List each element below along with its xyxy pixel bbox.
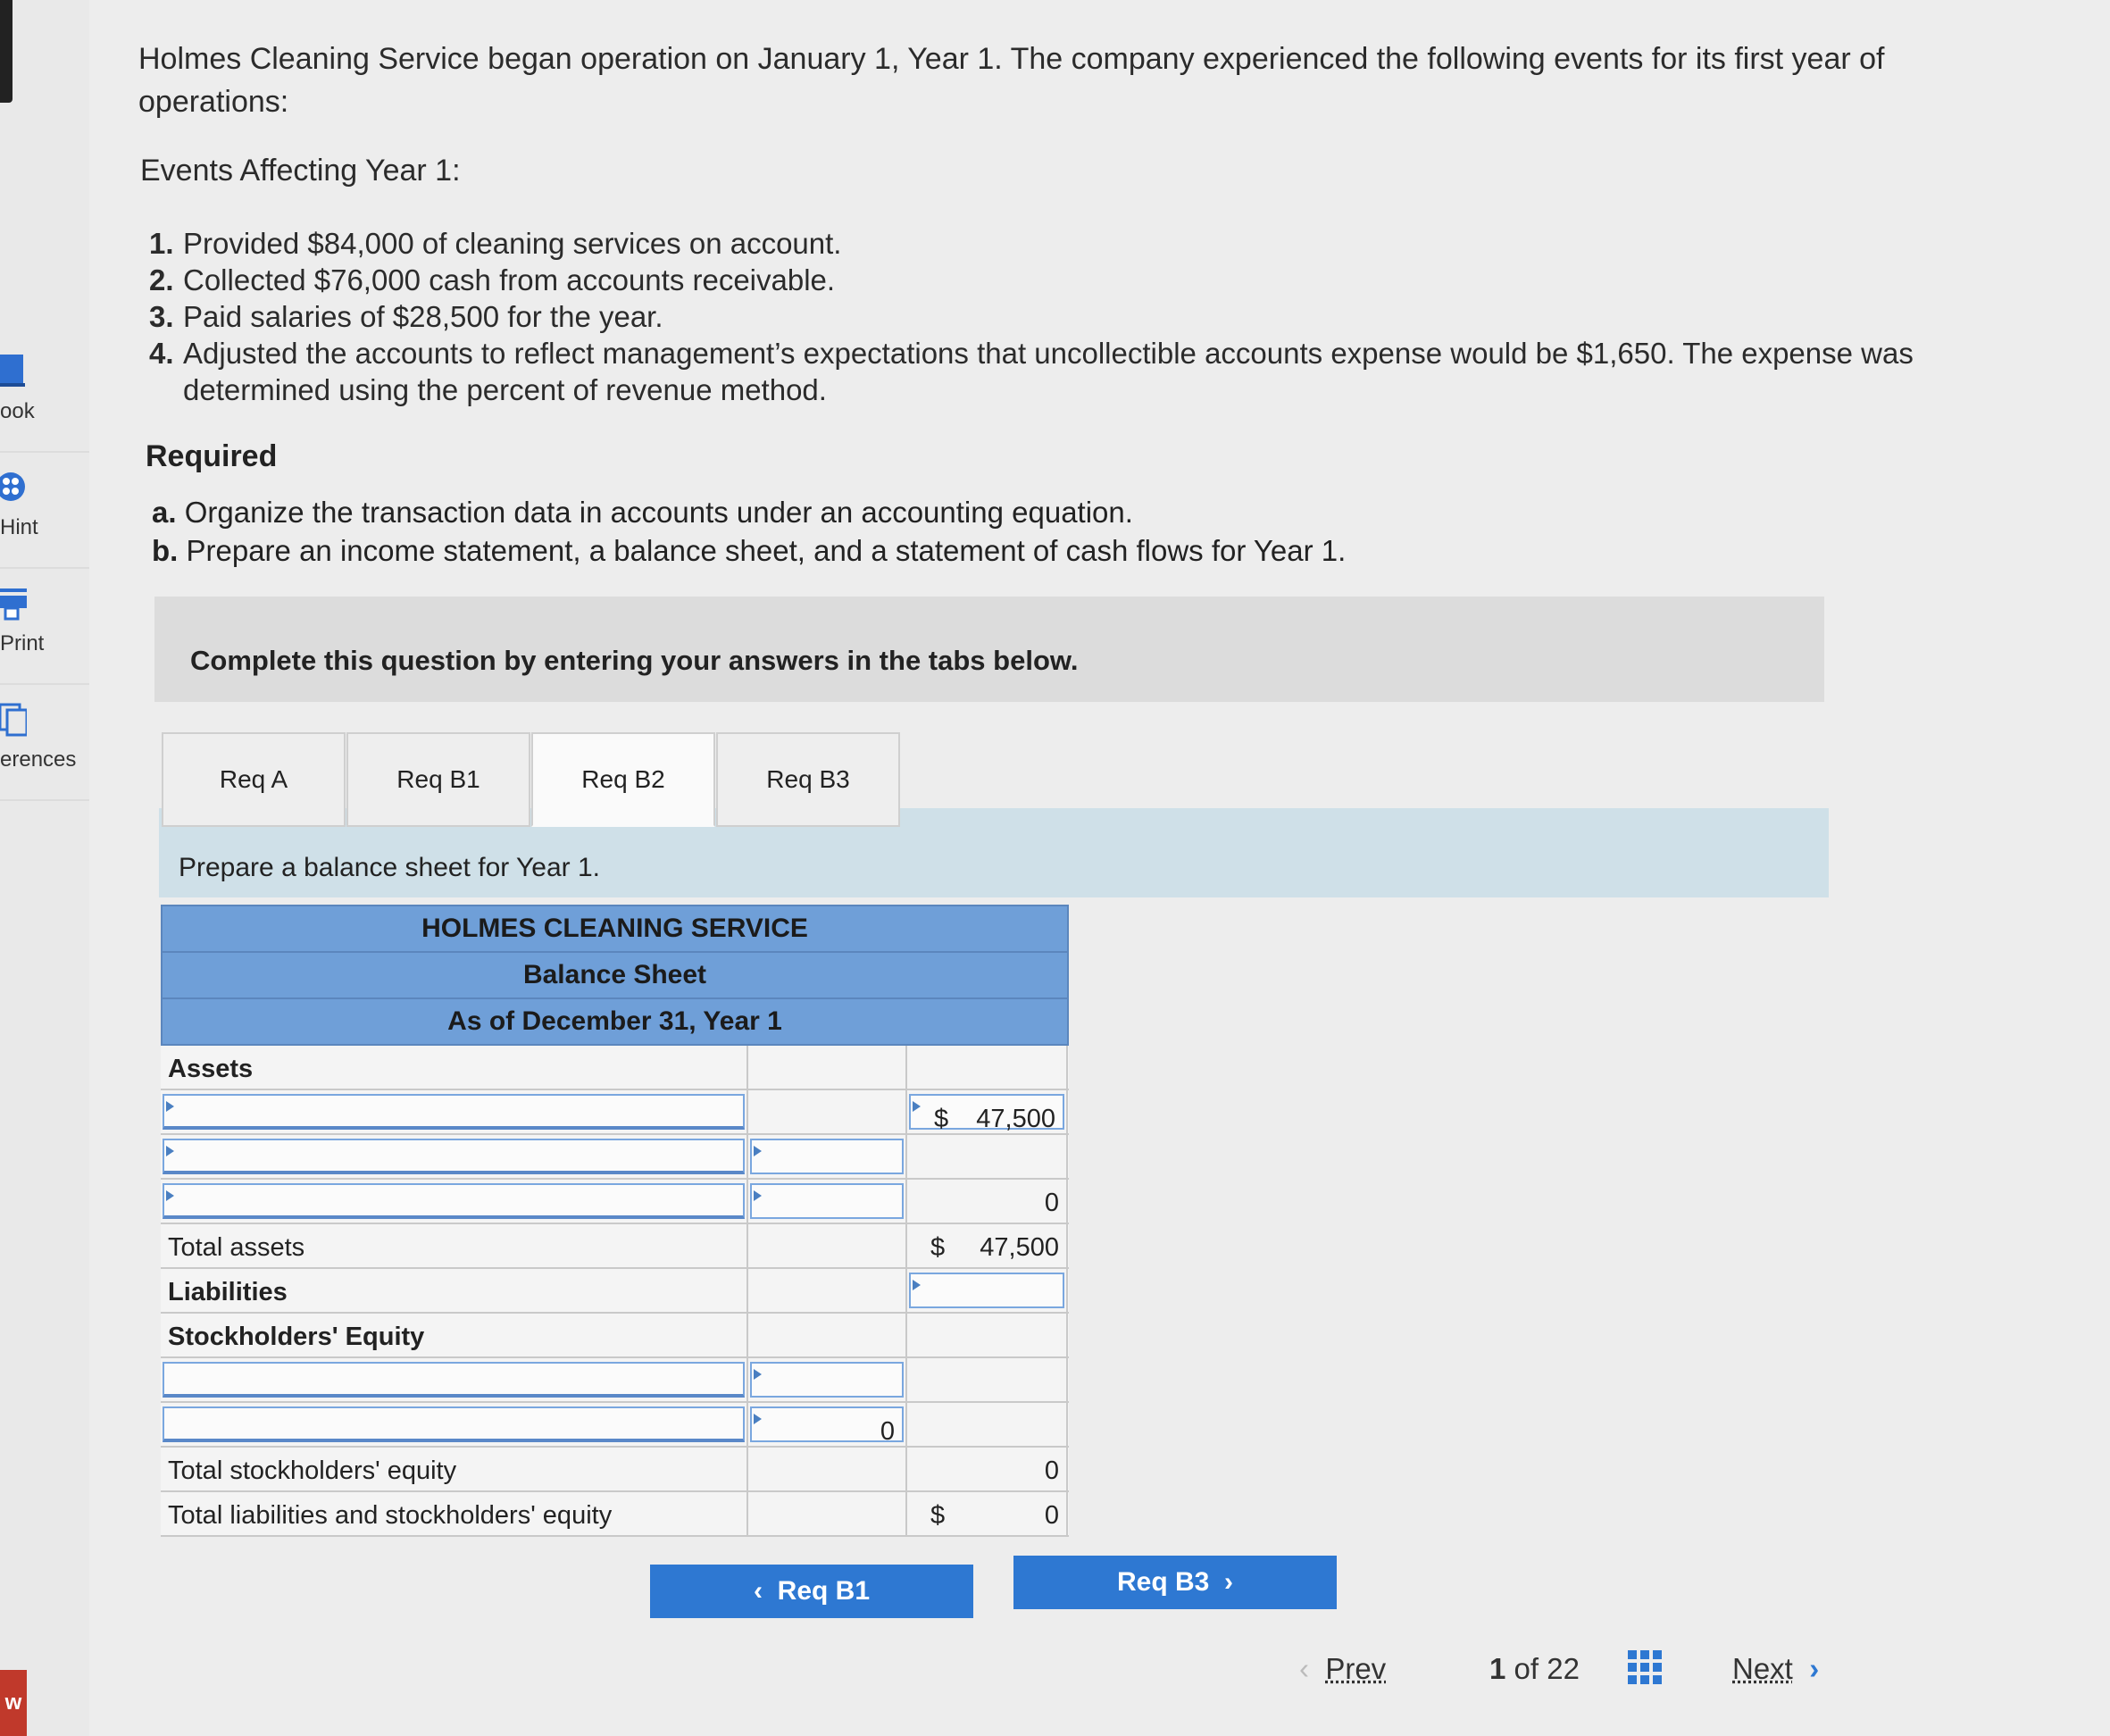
currency-symbol: $ <box>934 1105 949 1133</box>
cell-value: 47,500 <box>976 1105 1055 1133</box>
amount-cell <box>748 1180 907 1223</box>
instructions-banner <box>154 597 1824 702</box>
currency-symbol: $ <box>930 1501 946 1530</box>
sidebar-item-label: Hint <box>0 515 38 539</box>
total-cell <box>907 1090 1068 1133</box>
table-row <box>161 1135 1069 1180</box>
dropdown-icon <box>166 1146 174 1156</box>
sidebar-item-label: erences <box>0 747 77 772</box>
item-text: Organize the transaction data in accounts under an accounting equation. <box>184 496 1133 529</box>
balance-sheet <box>161 905 1069 1537</box>
total-equity-label: Total stockholders' equity <box>168 1456 457 1485</box>
page-total: 22 <box>1547 1652 1580 1685</box>
table-row <box>161 1314 1069 1358</box>
events-list <box>149 225 1962 408</box>
item-number: 2. <box>149 263 174 296</box>
table-row <box>161 1224 1069 1269</box>
equity-amount-input-1[interactable] <box>750 1362 904 1398</box>
tab-req-b1[interactable]: Req B1 <box>346 732 530 827</box>
label-cell <box>161 1358 748 1401</box>
chevron-right-icon: › <box>1209 1567 1234 1597</box>
total-cell <box>907 1448 1068 1490</box>
item-text: Adjusted the accounts to reflect management’s expectations that uncollectible accounts expense would be $1,650. The expense was determined using the percent of revenue method. <box>183 337 1914 406</box>
cell-value: 0 <box>1044 1189 1059 1217</box>
item-text: Paid salaries of $28,500 for the year. <box>183 300 663 333</box>
list-item <box>149 262 1962 298</box>
sidebar-item-hint[interactable] <box>0 451 89 569</box>
next-req-label: Req B3 <box>1116 1567 1210 1597</box>
assets-heading: Assets <box>168 1055 254 1083</box>
list-item <box>149 298 1962 335</box>
rail-marker <box>0 0 13 103</box>
next-label: Next <box>1732 1652 1793 1685</box>
total-le-value: 0 <box>1044 1501 1059 1530</box>
amount-cell <box>748 1046 907 1089</box>
statement-title: Balance Sheet <box>163 953 1067 999</box>
dropdown-icon <box>166 1190 174 1201</box>
total-cell <box>907 1358 1068 1401</box>
item-text: Prepare an income statement, a balance sheet, and a statement of cash flows for Year 1. <box>186 534 1347 567</box>
book-icon <box>0 351 27 388</box>
sheet-header <box>161 905 1069 1046</box>
label-cell <box>161 1090 748 1133</box>
total-cell <box>907 1403 1068 1446</box>
asset-account-select-2[interactable] <box>163 1139 745 1174</box>
print-icon <box>0 583 27 621</box>
prev-label: Prev <box>1325 1652 1387 1685</box>
label-cell <box>161 1135 748 1178</box>
prev-req-label: Req B1 <box>777 1576 871 1606</box>
prev-page-link[interactable] <box>1299 1652 1386 1686</box>
amount-cell <box>748 1090 907 1133</box>
total-cell <box>907 1269 1068 1312</box>
total-assets-label: Total assets <box>168 1233 305 1262</box>
sidebar-item-references[interactable] <box>0 683 89 801</box>
amount-cell <box>748 1403 907 1446</box>
total-cell <box>907 1314 1068 1356</box>
amount-cell <box>748 1314 907 1356</box>
item-number: a. <box>152 496 177 529</box>
asset-account-select-3[interactable] <box>163 1183 745 1219</box>
equity-account-select-1[interactable] <box>163 1362 745 1398</box>
references-icon <box>0 699 27 737</box>
required-list <box>152 493 1346 570</box>
item-number: b. <box>152 534 179 567</box>
sidebar-item-ebook[interactable] <box>0 335 89 453</box>
liabilities-heading: Liabilities <box>168 1278 288 1306</box>
dropdown-icon <box>754 1190 762 1201</box>
table-row <box>161 1180 1069 1224</box>
chevron-right-icon: › <box>1792 1652 1820 1685</box>
table-row <box>161 1403 1069 1448</box>
dropdown-icon <box>166 1101 174 1112</box>
liabilities-input[interactable] <box>909 1273 1064 1308</box>
table-row <box>161 1448 1069 1492</box>
chevron-left-icon: ‹ <box>1299 1652 1326 1685</box>
label-cell <box>161 1448 748 1490</box>
equity-account-select-2[interactable] <box>163 1406 745 1442</box>
asset-account-select-1[interactable] <box>163 1094 745 1130</box>
currency-symbol: $ <box>930 1233 946 1262</box>
grid-icon[interactable] <box>1628 1650 1662 1684</box>
amount-cell <box>748 1224 907 1267</box>
required-title: Required <box>146 439 278 473</box>
dropdown-icon <box>754 1414 762 1424</box>
cell-value: 0 <box>880 1417 895 1446</box>
statement-date: As of December 31, Year 1 <box>447 1006 782 1036</box>
rail-bottom-badge[interactable]: w <box>0 1670 27 1736</box>
sidebar-item-print[interactable] <box>0 567 89 685</box>
tab-instruction: Prepare a balance sheet for Year 1. <box>179 853 601 882</box>
equity-heading: Stockholders' Equity <box>168 1323 425 1351</box>
tab-req-b2[interactable]: Req B2 <box>531 732 715 827</box>
tab-req-a[interactable]: Req A <box>162 732 346 827</box>
total-cell <box>907 1224 1068 1267</box>
company-name: HOLMES CLEANING SERVICE <box>163 906 1067 953</box>
page-current: 1 <box>1489 1652 1506 1685</box>
total-cell <box>907 1180 1068 1223</box>
table-row <box>161 1492 1069 1537</box>
question-intro: Holmes Cleaning Service began operation on January 1, Year 1. The company experienced the following events for its first year of operations: <box>138 42 1885 119</box>
page-indicator <box>1489 1652 1580 1686</box>
table-row <box>161 1046 1069 1090</box>
sidebar-item-label: ook <box>0 399 35 423</box>
label-cell <box>161 1314 748 1356</box>
amount-cell <box>748 1358 907 1401</box>
total-cell <box>907 1135 1068 1178</box>
events-title: Events Affecting Year 1: <box>140 154 461 188</box>
dropdown-icon <box>754 1369 762 1380</box>
label-cell <box>161 1403 748 1446</box>
asset-amount-input-3[interactable] <box>750 1183 904 1219</box>
total-le-label: Total liabilities and stockholders' equity <box>168 1501 613 1530</box>
item-number: 4. <box>149 337 174 370</box>
amount-cell <box>748 1269 907 1312</box>
item-text: Collected $76,000 cash from accounts receivable. <box>183 263 836 296</box>
chevron-left-icon: ‹ <box>753 1576 778 1606</box>
label-cell <box>161 1224 748 1267</box>
label-cell <box>161 1046 748 1089</box>
tab-req-b3[interactable]: Req B3 <box>716 732 900 827</box>
list-item <box>149 335 1962 408</box>
item-text: Provided $84,000 of cleaning services on account. <box>183 227 842 260</box>
equity-amount-input-2[interactable] <box>750 1406 904 1446</box>
asset-total-input-1[interactable] <box>909 1094 1064 1133</box>
dropdown-icon <box>913 1101 921 1112</box>
dropdown-icon <box>913 1280 921 1290</box>
next-page-link[interactable] <box>1732 1652 1819 1686</box>
amount-cell <box>748 1135 907 1178</box>
total-assets-value: 47,500 <box>980 1233 1059 1262</box>
prev-req-button[interactable] <box>650 1565 973 1618</box>
page-of: of <box>1514 1652 1539 1685</box>
left-rail <box>0 0 89 1736</box>
total-equity-value: 0 <box>1044 1456 1059 1485</box>
item-number: 1. <box>149 227 174 260</box>
label-cell <box>161 1492 748 1535</box>
list-item <box>152 493 1346 531</box>
list-item <box>152 531 1346 570</box>
table-row <box>161 1358 1069 1403</box>
list-item <box>149 225 1962 262</box>
table-row <box>161 1269 1069 1314</box>
amount-cell <box>748 1492 907 1535</box>
sidebar-item-label: Print <box>0 631 45 655</box>
dropdown-icon <box>754 1146 762 1156</box>
asset-amount-input-2[interactable] <box>750 1139 904 1174</box>
next-req-button[interactable] <box>1013 1556 1337 1609</box>
amount-cell <box>748 1448 907 1490</box>
label-cell <box>161 1180 748 1223</box>
total-cell <box>907 1492 1068 1535</box>
hint-icon <box>0 467 27 505</box>
table-row <box>161 1090 1069 1135</box>
item-number: 3. <box>149 300 174 333</box>
label-cell <box>161 1269 748 1312</box>
total-cell <box>907 1046 1068 1089</box>
complete-text: Complete this question by entering your answers in the tabs below. <box>190 645 1079 676</box>
